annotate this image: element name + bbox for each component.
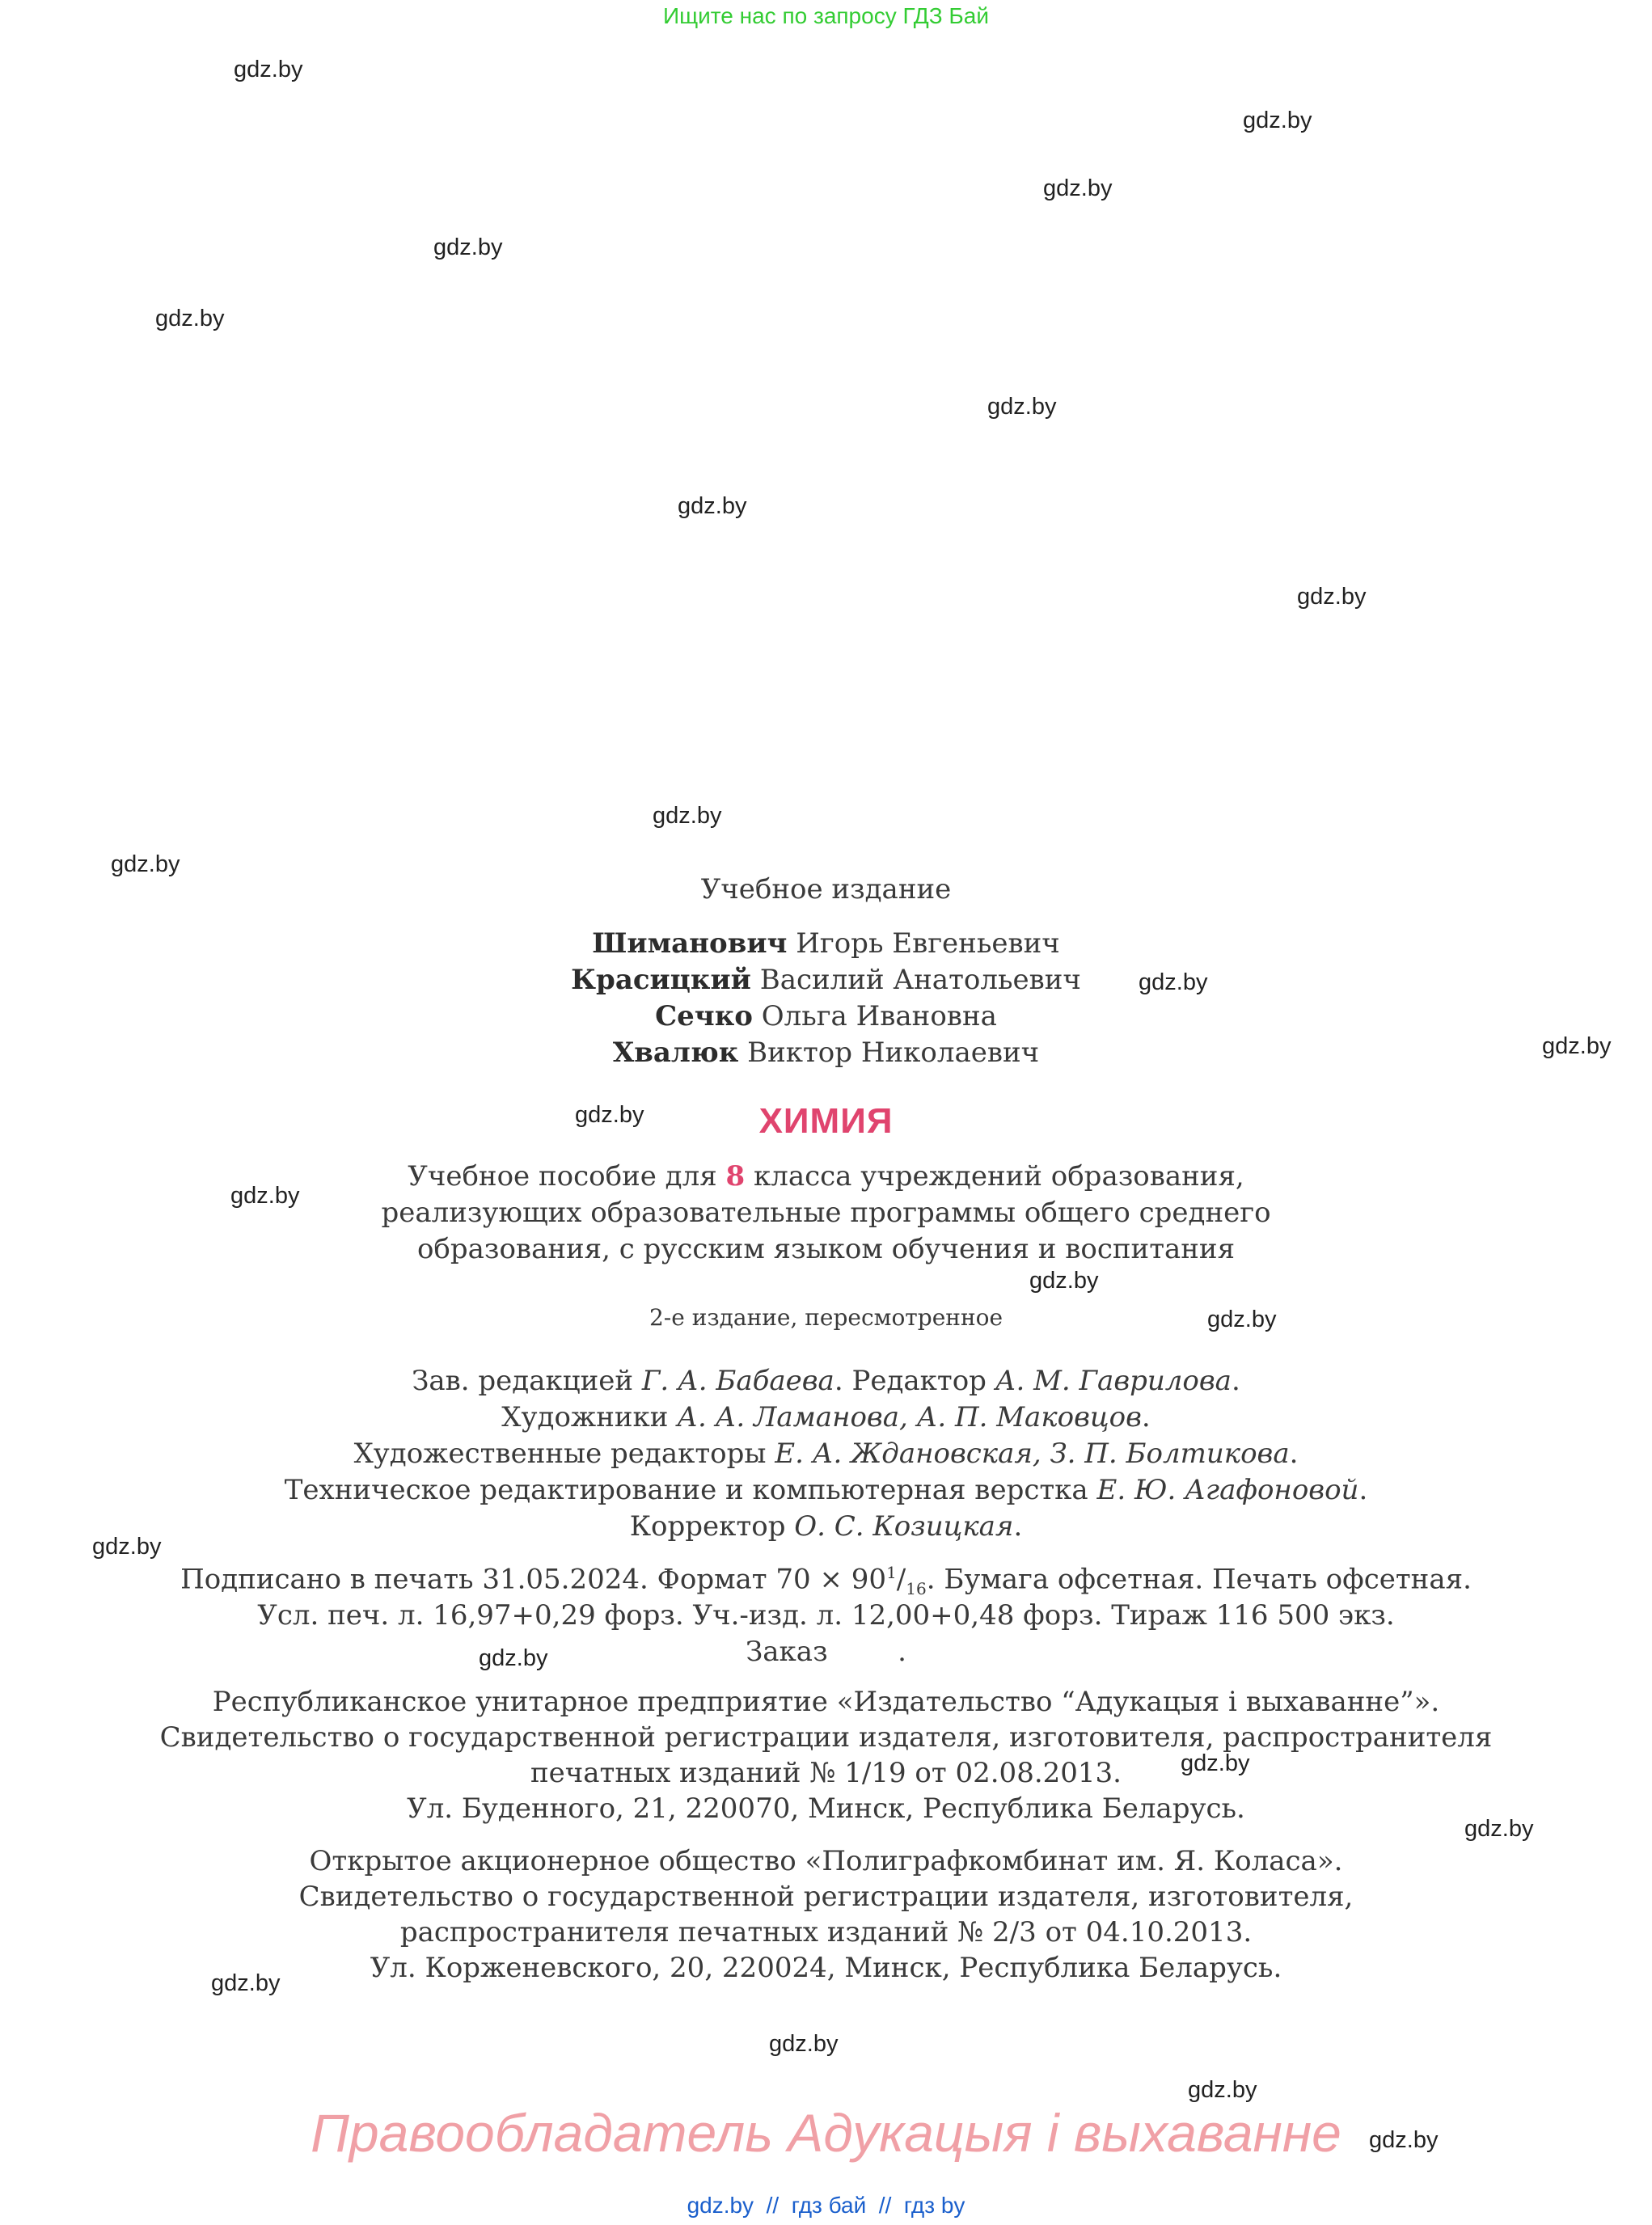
watermark: gdz.by xyxy=(1542,1033,1612,1059)
watermark: gdz.by xyxy=(1188,2077,1257,2103)
printer-line: распространителя печатных изданий № 2/3 от 04.10.2013. xyxy=(399,1916,1253,1948)
watermark: gdz.by xyxy=(1207,1307,1277,1332)
watermark: gdz.by xyxy=(230,1183,300,1209)
credits-line xyxy=(0,1510,1652,1543)
credit-role: . Редактор xyxy=(834,1365,995,1397)
credit-role: Художники xyxy=(501,1401,678,1433)
author-line xyxy=(0,927,1652,960)
watermark: gdz.by xyxy=(155,306,225,331)
credit-person: А. М. Гаврилова xyxy=(995,1365,1232,1397)
credit-person: А. А. Ламанова, А. П. Маковцов xyxy=(677,1401,1142,1433)
credit-punct: . xyxy=(1358,1474,1368,1506)
credits-line xyxy=(0,1438,1652,1470)
watermark: gdz.by xyxy=(1297,584,1367,610)
watermark: gdz.by xyxy=(987,394,1057,420)
watermark: gdz.by xyxy=(575,1102,644,1128)
author-name: Ольга Ивановна xyxy=(761,1000,997,1032)
watermark: gdz.by xyxy=(111,851,180,877)
credit-person: Е. Ю. Агафоновой xyxy=(1096,1474,1359,1506)
description-line xyxy=(0,1160,1652,1193)
watermark: gdz.by xyxy=(653,803,722,829)
author-surname: Сечко xyxy=(655,1000,753,1032)
credit-role: Корректор xyxy=(629,1510,795,1543)
watermark: gdz.by xyxy=(769,2031,839,2057)
author-name: Виктор Николаевич xyxy=(747,1037,1040,1069)
description-text: Учебное пособие для xyxy=(408,1160,726,1193)
credits-line xyxy=(0,1365,1652,1397)
print-line xyxy=(0,1563,1652,1598)
credits-line xyxy=(0,1474,1652,1506)
watermark: gdz.by xyxy=(479,1645,548,1671)
credits-line xyxy=(0,1401,1652,1433)
author-line xyxy=(0,1000,1652,1032)
description-line: образования, с русским языком обучения и воспитания xyxy=(416,1233,1236,1265)
watermark: gdz.by xyxy=(1029,1268,1099,1294)
credit-role: Техническое редактирование и компьютерная верстка xyxy=(284,1474,1097,1506)
publisher-line: Свидетельство о государственной регистрации издателя, изготовителя, распространителя xyxy=(159,1721,1493,1754)
watermark: gdz.by xyxy=(1181,1750,1250,1776)
book-title: ХИМИЯ xyxy=(758,1101,894,1141)
rights-holder-watermark: Правообладатель Адукацыя і выхаванне xyxy=(311,2103,1341,2163)
edition-note: 2-е издание, пересмотренное xyxy=(649,1304,1003,1331)
watermark: gdz.by xyxy=(1043,175,1113,201)
format-slash: / xyxy=(896,1563,906,1596)
format-numerator: 1 xyxy=(886,1563,897,1582)
credit-role: Художественные редакторы xyxy=(353,1438,775,1470)
grade-number: 8 xyxy=(725,1160,746,1193)
credit-person: О. С. Козицкая xyxy=(794,1510,1014,1543)
credit-punct: . xyxy=(1231,1365,1240,1397)
footer-links[interactable]: gdz.by // гдз бай // гдз by xyxy=(687,2193,965,2218)
print-text: . Бумага офсетная. Печать офсетная. xyxy=(926,1563,1472,1596)
author-surname: Хвалюк xyxy=(612,1037,739,1069)
author-surname: Красицкий xyxy=(571,964,751,996)
credit-punct: . xyxy=(1141,1401,1151,1433)
edition-type: Учебное издание xyxy=(700,873,952,906)
credit-punct: . xyxy=(1013,1510,1023,1543)
credit-punct: . xyxy=(1289,1438,1299,1470)
watermark: gdz.by xyxy=(1369,2127,1439,2153)
author-name: Игорь Евгеньевич xyxy=(796,927,1060,960)
watermark: gdz.by xyxy=(1464,1816,1534,1842)
watermark: gdz.by xyxy=(234,57,303,82)
description-text: класса учреждений образования, xyxy=(745,1160,1244,1193)
author-line xyxy=(0,964,1652,996)
description-line: реализующих образовательные программы общего среднего xyxy=(381,1197,1271,1229)
publisher-line: Республиканское унитарное предприятие «Издательство “Адукацыя і выхаванне”». xyxy=(212,1686,1440,1718)
printer-line: Свидетельство о государственной регистрации издателя, изготовителя, xyxy=(298,1881,1354,1913)
author-line xyxy=(0,1037,1652,1069)
order-line: Заказ . xyxy=(746,1636,906,1668)
watermark: gdz.by xyxy=(1139,969,1208,995)
watermark: gdz.by xyxy=(92,1534,162,1560)
watermark: gdz.by xyxy=(211,1970,281,1996)
format-denominator: 16 xyxy=(906,1579,927,1599)
publisher-line: Ул. Буденного, 21, 220070, Минск, Республика Беларусь. xyxy=(407,1792,1245,1825)
publisher-line: печатных изданий № 1/19 от 02.08.2013. xyxy=(530,1757,1122,1789)
top-search-note: Ищите нас по запросу ГДЗ Бай xyxy=(662,3,990,28)
author-name: Василий Анатольевич xyxy=(759,964,1081,996)
credit-person: Г. А. Бабаева xyxy=(641,1365,834,1397)
credit-person: Е. А. Ждановская, З. П. Болтикова xyxy=(775,1438,1290,1470)
printer-line: Открытое акционерное общество «Полиграфкомбинат им. Я. Коласа». xyxy=(309,1845,1343,1877)
watermark: gdz.by xyxy=(1243,108,1312,133)
printer-line: Ул. Корженевского, 20, 220024, Минск, Республика Беларусь. xyxy=(370,1952,1282,1984)
watermark: gdz.by xyxy=(433,234,503,260)
author-surname: Шиманович xyxy=(592,927,788,960)
print-line: Усл. печ. л. 16,97+0,29 форз. Уч.-изд. л. 12,00+0,48 форз. Тираж 116 500 экз. xyxy=(257,1599,1395,1632)
watermark: gdz.by xyxy=(678,493,747,519)
credit-role: Зав. редакцией xyxy=(412,1365,642,1397)
print-text: Подписано в печать 31.05.2024. Формат 70 × 90 xyxy=(180,1563,887,1596)
